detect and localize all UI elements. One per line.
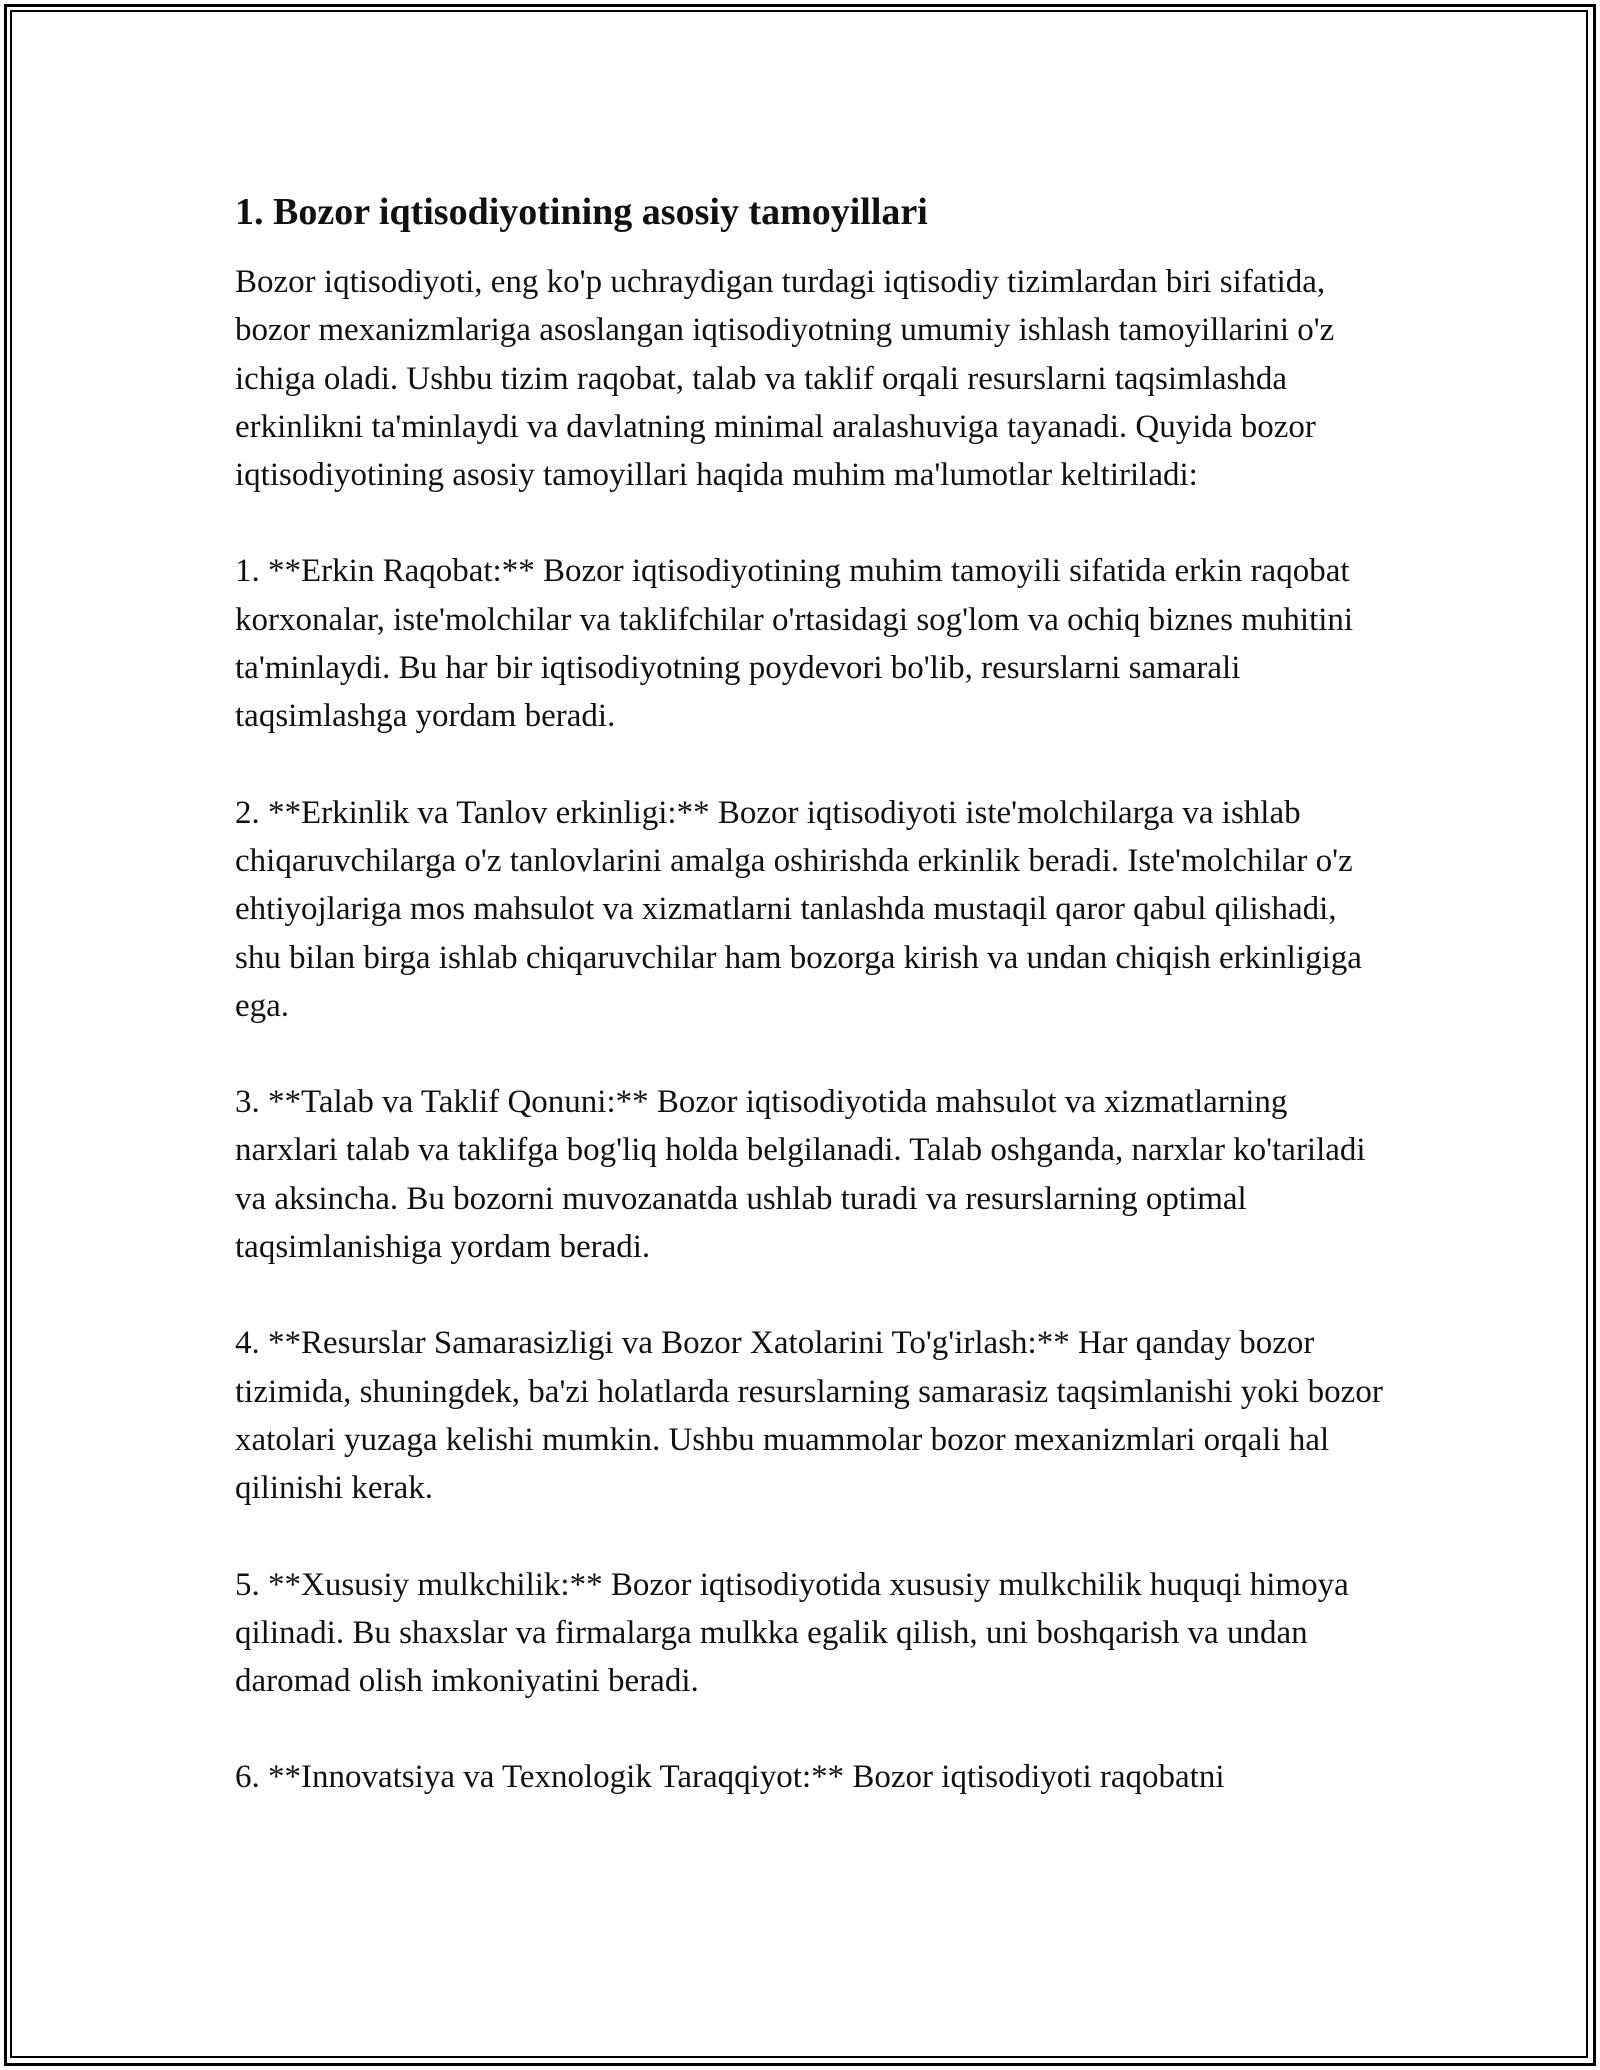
section-heading: 1. Bozor iqtisodiyotining asosiy tamoyillari bbox=[235, 191, 928, 233]
document-body bbox=[235, 188, 1385, 1802]
principle-free-competition: 1. **Erkin Raqobat:** Bozor iqtisodiyotining muhim tamoyili sifatida erkin raqobat korxonalar, iste'molchilar va taklifchilar o'rtasidagi sog'lom va ochiq biznes muhitini ta'minlaydi. Bu har bir iqtisodiyotning poydevori bo'lib, resurslarni samarali taqsimlashga yordam beradi. bbox=[235, 553, 1354, 735]
principle-supply-demand: 3. **Talab va Taklif Qonuni:** Bozor iqtisodiyotida mahsulot va xizmatlarning narxlari talab va taklifga bog'liq holda belgilanadi. Talab oshganda, narxlar ko'tariladi va aksincha. Bu bozorni muvozanatda ushlab turadi va resurslarning optimal taqsimlanishiga yordam beradi. bbox=[235, 1084, 1366, 1266]
intro-paragraph: Bozor iqtisodiyoti, eng ko'p uchraydigan turdagi iqtisodiy tizimlardan biri sifatida, bozor mexanizmlariga asoslangan iqtisodiyotning umumiy ishlash tamoyillarini o'z ichiga oladi. Ushbu tizim raqobat, talab va taklif orqali resurslarni taqsimlashda erkinlikni ta'minlaydi va davlatning minimal aralashuviga tayanadi. Quyida bozor iqtisodiyotining asosiy tamoyillari haqida muhim ma'lumotlar keltiriladi: bbox=[235, 264, 1335, 494]
principle-private-property: 5. **Xususiy mulkchilik:** Bozor iqtisodiyotida xususiy mulkchilik huquqi himoya qilinadi. Bu shaxslar va firmalarga mulkka egalik qilish, uni boshqarish va undan daromad olish imkoniyatini beradi. bbox=[235, 1566, 1349, 1700]
principle-freedom-of-choice: 2. **Erkinlik va Tanlov erkinligi:** Bozor iqtisodiyoti iste'molchilarga va ishlab chiqaruvchilarga o'z tanlovlarini amalga oshirishda erkinlik beradi. Iste'molchilar o'z ehtiyojlariga mos mahsulot va xizmatlarni tanlashda mustaqil qaror qabul qilishadi, shu bilan birga ishlab chiqaruvchilar ham bozorga kirish va undan chiqish erkinligiga ega. bbox=[235, 794, 1362, 1024]
principle-market-failures: 4. **Resurslar Samarasizligi va Bozor Xatolarini To'g'irlash:** Har qanday bozor tizimida, shuningdek, ba'zi holatlarda resurslarning samarasiz taqsimlanishi yoki bozor xatolari yuzaga kelishi mumkin. Ushbu muammolar bozor mexanizmlari orqali hal qilinishi kerak. bbox=[235, 1325, 1383, 1507]
principle-innovation: 6. **Innovatsiya va Texnologik Taraqqiyot:** Bozor iqtisodiyoti raqobatni bbox=[235, 1759, 1225, 1796]
